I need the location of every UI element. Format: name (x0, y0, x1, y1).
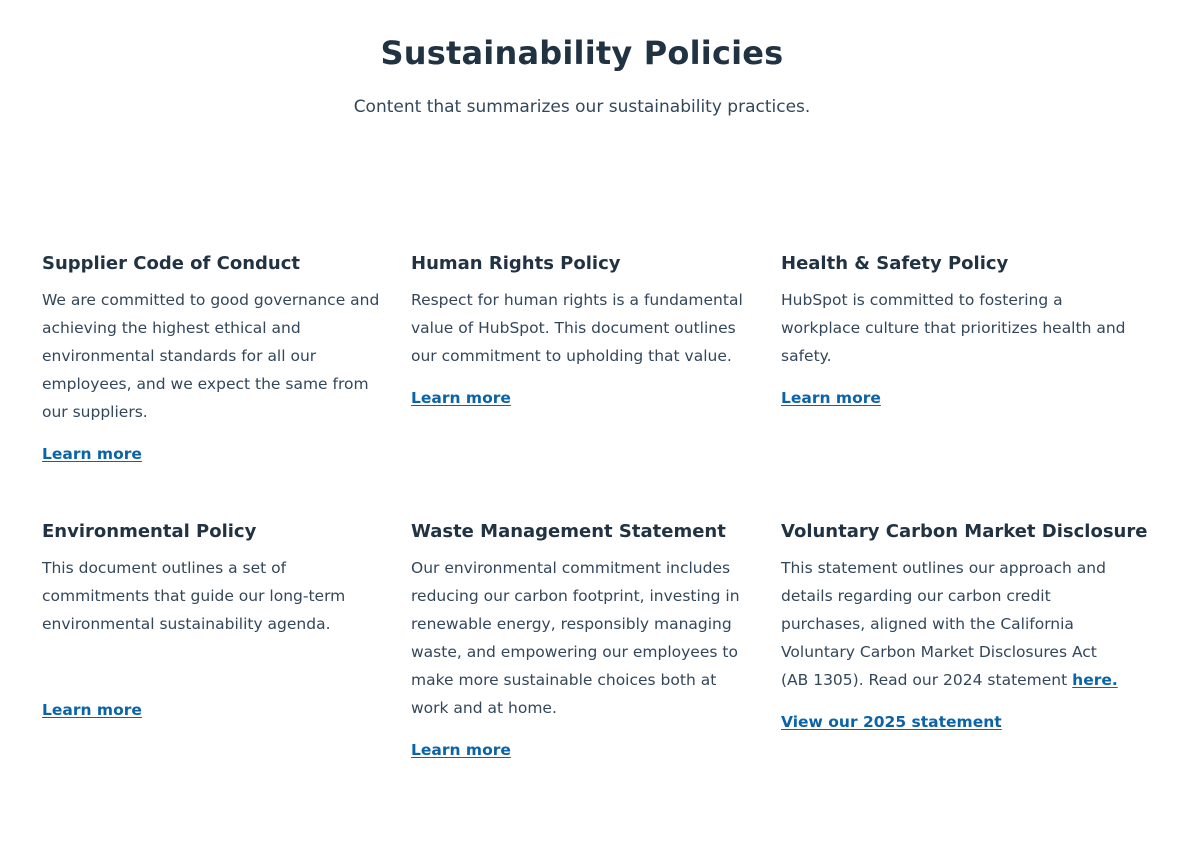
card-title: Voluntary Carbon Market Disclosure (781, 521, 1148, 542)
card-description: HubSpot is committed to fostering a workplace culture that prioritizes health and safety. (781, 291, 1126, 365)
view-2025-statement-link[interactable]: View our 2025 statement (781, 713, 1002, 731)
statement-2024-link[interactable]: here. (1072, 671, 1118, 689)
learn-more-link[interactable]: Learn more (781, 389, 881, 407)
card-description-text: This statement outlines our approach and details regarding our carbon credit purchases, aligned with the California Voluntary Carbon Market Disclosures Act (AB 1305). Read our 2024 statement (781, 559, 1106, 689)
card-title: Environmental Policy (42, 521, 257, 542)
learn-more-link[interactable]: Learn more (411, 389, 511, 407)
spacer (42, 638, 387, 682)
policy-card-supplier-code (42, 252, 387, 466)
policy-card-waste-management (411, 520, 756, 762)
card-title: Health & Safety Policy (781, 253, 1009, 274)
learn-more-link[interactable]: Learn more (411, 741, 511, 759)
policy-card-carbon-disclosure (781, 520, 1148, 734)
card-description: We are committed to good governance and achieving the highest ethical and environmental standards for all our employees, and we expect the same from our suppliers. (42, 291, 380, 421)
page-title: Sustainability Policies (380, 34, 784, 72)
policy-card-human-rights (411, 252, 756, 410)
card-title: Human Rights Policy (411, 253, 621, 274)
card-description: This document outlines a set of commitments that guide our long-term environmental sustainability agenda. (42, 559, 346, 633)
policy-card-environmental (42, 520, 387, 722)
card-description (781, 554, 1126, 694)
card-description: Respect for human rights is a fundamental value of HubSpot. This document outlines our commitment to upholding that value. (411, 291, 743, 365)
learn-more-link[interactable]: Learn more (42, 701, 142, 719)
card-title: Waste Management Statement (411, 521, 726, 542)
learn-more-link[interactable]: Learn more (42, 445, 142, 463)
page-subtitle: Content that summarizes our sustainability practices. (353, 97, 811, 117)
policy-card-health-safety (781, 252, 1126, 410)
card-description: Our environmental commitment includes reducing our carbon footprint, investing in renewable energy, responsibly managing waste, and empowering our employees to make more sustainable choices both at work and at home. (411, 559, 740, 717)
card-title: Supplier Code of Conduct (42, 253, 301, 274)
